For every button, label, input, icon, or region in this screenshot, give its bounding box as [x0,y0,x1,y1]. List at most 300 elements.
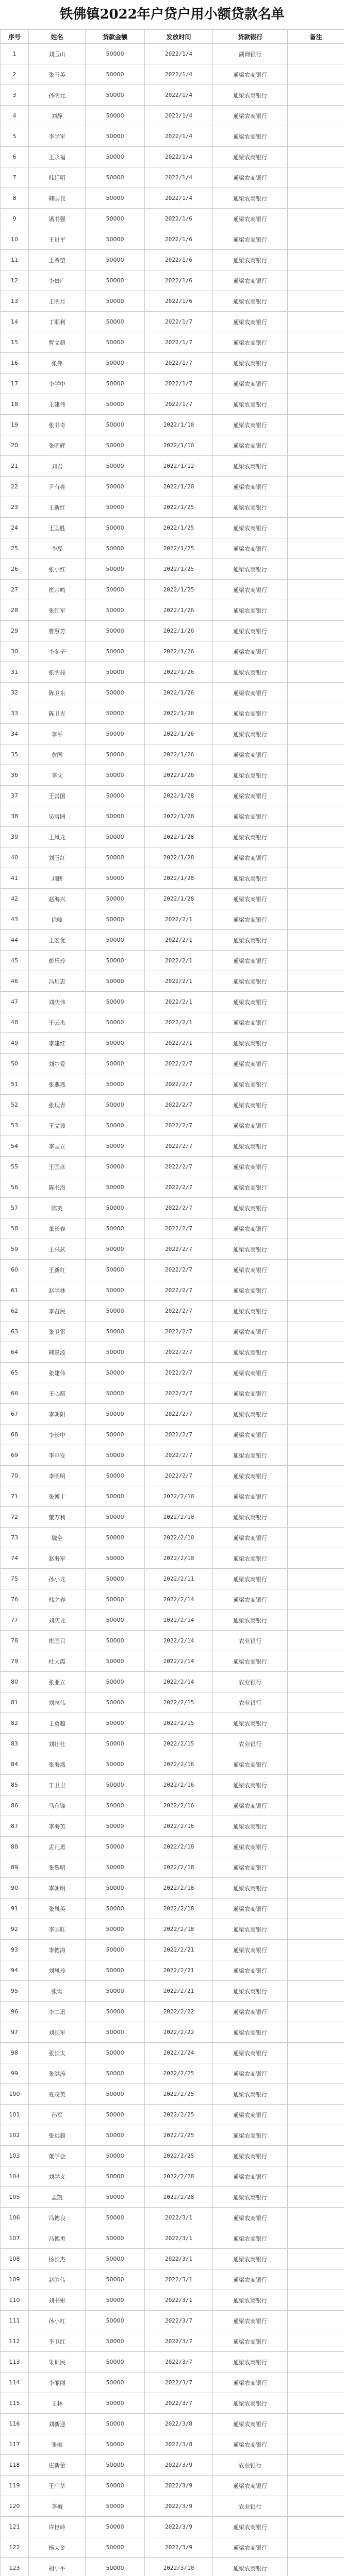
cell-date: 2022/1/28 [145,786,213,806]
cell-date: 2022/2/1 [145,909,213,930]
cell-date: 2022/2/7 [145,1466,213,1486]
cell-amount: 50000 [86,2063,145,2084]
cell-note [288,2517,344,2537]
cell-serial: 95 [1,1981,29,2002]
cell-name: 孙军 [29,2105,86,2125]
cell-date: 2022/2/14 [145,1651,213,1672]
cell-amount: 50000 [86,2331,145,2352]
cell-name: 尹有亮 [29,477,86,497]
cell-date: 2022/2/1 [145,992,213,1012]
cell-date: 2022/1/25 [145,538,213,559]
cell-name: 庄新蕾 [29,2455,86,2476]
cell-serial: 62 [1,1301,29,1321]
cell-name: 王国胜 [29,518,86,538]
cell-amount: 50000 [86,2517,145,2537]
cell-amount: 50000 [86,559,145,580]
cell-date: 2022/2/15 [145,1734,213,1754]
cell-bank: 通梁农商银行 [213,2249,288,2269]
cell-note [288,1363,344,1383]
cell-bank: 通梁农商银行 [213,1569,288,1589]
cell-note [288,2022,344,2043]
cell-amount: 50000 [86,1486,145,1507]
cell-serial: 4 [1,106,29,126]
cell-bank: 通梁农商银行 [213,765,288,786]
table-row [1,85,344,106]
cell-bank: 通梁农商银行 [213,538,288,559]
cell-bank: 通梁农商银行 [213,2517,288,2537]
cell-name: 王明月 [29,291,86,312]
cell-bank: 通梁农商银行 [213,1610,288,1631]
cell-bank: 通梁农商银行 [213,848,288,868]
cell-name: 陈书海 [29,1177,86,1198]
cell-name: 刘书彬 [29,2290,86,2311]
table-row [1,1610,344,1631]
cell-serial: 5 [1,126,29,147]
cell-amount: 50000 [86,374,145,394]
cell-name: 胡小平 [29,2558,86,2576]
cell-note [288,1899,344,1919]
cell-note [288,1589,344,1610]
cell-amount: 50000 [86,951,145,971]
cell-bank: 通梁农商银行 [213,147,288,167]
cell-amount: 50000 [86,724,145,744]
cell-date: 2022/1/7 [145,353,213,374]
cell-amount: 50000 [86,2476,145,2496]
cell-serial: 78 [1,1631,29,1651]
cell-name: 赵海军 [29,1548,86,1569]
cell-serial: 46 [1,971,29,992]
cell-note [288,2105,344,2125]
cell-note [288,2146,344,2166]
cell-bank: 通梁农商银行 [213,64,288,85]
cell-note [288,827,344,848]
cell-note [288,497,344,518]
table-row [1,621,344,641]
cell-note [288,2249,344,2269]
cell-note [288,44,344,64]
table-row [1,1651,344,1672]
cell-bank: 通梁农商银行 [213,209,288,229]
cell-serial: 22 [1,477,29,497]
cell-amount: 50000 [86,765,145,786]
cell-name: 董长春 [29,1218,86,1239]
cell-serial: 54 [1,1136,29,1157]
cell-bank: 通梁农商银行 [213,106,288,126]
cell-serial: 120 [1,2496,29,2517]
cell-name: 杜大霞 [29,1651,86,1672]
cell-bank: 通梁农商银行 [213,497,288,518]
cell-date: 2022/2/25 [145,2105,213,2125]
cell-bank: 通梁农商银行 [213,1363,288,1383]
table-row [1,786,344,806]
cell-name: 陈卫光 [29,703,86,724]
cell-serial: 9 [1,209,29,229]
cell-amount: 50000 [86,147,145,167]
cell-bank: 通梁农商银行 [213,1548,288,1569]
cell-bank: 通梁农商银行 [213,1157,288,1177]
cell-bank: 通梁农商银行 [213,868,288,889]
cell-amount: 50000 [86,641,145,662]
table-row [1,2537,344,2558]
table-row [1,106,344,126]
cell-amount: 50000 [86,229,145,250]
cell-amount: 50000 [86,1445,145,1466]
cell-name: 张卫雷 [29,1321,86,1342]
cell-amount: 50000 [86,2166,145,2187]
cell-note [288,2166,344,2187]
cell-name: 崔宗鸣 [29,580,86,600]
cell-name: 李国旺 [29,1919,86,1940]
cell-name: 李二迅 [29,2002,86,2022]
cell-bank: 通梁农商银行 [213,2166,288,2187]
cell-serial: 107 [1,2228,29,2249]
cell-name: 孙小龙 [29,1569,86,1589]
cell-bank: 通梁农商银行 [213,291,288,312]
cell-note [288,1775,344,1795]
cell-date: 2022/2/7 [145,1404,213,1425]
cell-date: 2022/2/14 [145,1672,213,1692]
cell-name: 朱训民 [29,2352,86,2372]
cell-date: 2022/1/10 [145,435,213,456]
cell-serial: 51 [1,1074,29,1095]
cell-serial: 89 [1,1857,29,1878]
cell-date: 2022/2/1 [145,1033,213,1054]
cell-serial: 94 [1,1960,29,1981]
table-row [1,394,344,415]
cell-name: 孟凡勇 [29,1837,86,1857]
cell-note [288,2043,344,2063]
cell-date: 2022/2/16 [145,1816,213,1837]
cell-serial: 30 [1,641,29,662]
cell-date: 2022/2/28 [145,2187,213,2208]
cell-amount: 50000 [86,1466,145,1486]
cell-date: 2022/3/9 [145,2517,213,2537]
cell-bank: 通梁农商银行 [213,2208,288,2228]
cell-amount: 50000 [86,1919,145,1940]
cell-serial: 100 [1,2084,29,2105]
cell-bank: 通梁农商银行 [213,1486,288,1507]
cell-serial: 6 [1,147,29,167]
table-row [1,1033,344,1054]
cell-amount: 50000 [86,2393,145,2414]
cell-name: 曹文超 [29,332,86,353]
cell-note [288,1651,344,1672]
cell-name: 张小红 [29,559,86,580]
cell-serial: 66 [1,1383,29,1404]
table-row [1,1260,344,1280]
cell-note [288,167,344,188]
cell-date: 2022/1/28 [145,806,213,827]
cell-note [288,1981,344,2002]
table-row [1,250,344,270]
cell-date: 2022/2/18 [145,1878,213,1899]
table-row [1,1569,344,1589]
cell-note [288,1260,344,1280]
table-row [1,2290,344,2311]
cell-serial: 13 [1,291,29,312]
cell-note [288,1074,344,1095]
cell-amount: 50000 [86,1651,145,1672]
cell-serial: 115 [1,2393,29,2414]
cell-amount: 50000 [86,1795,145,1816]
cell-name: 彭乐玲 [29,951,86,971]
cell-name: 刘新迎 [29,2414,86,2434]
cell-name: 张建伟 [29,1363,86,1383]
cell-serial: 67 [1,1404,29,1425]
cell-note [288,744,344,765]
cell-date: 2022/2/7 [145,1301,213,1321]
cell-note [288,188,344,209]
table-row [1,662,344,683]
table-row [1,291,344,312]
cell-name: 刘鹏 [29,868,86,889]
table-row [1,1383,344,1404]
cell-bank: 通梁农商银行 [213,1589,288,1610]
cell-amount: 50000 [86,1940,145,1960]
cell-name: 王永福 [29,147,86,167]
cell-name: 孙小红 [29,2311,86,2331]
cell-name: 李丽丽 [29,2372,86,2393]
cell-amount: 50000 [86,1692,145,1713]
cell-serial: 35 [1,744,29,765]
cell-note [288,229,344,250]
cell-date: 2022/2/18 [145,1899,213,1919]
cell-amount: 50000 [86,2146,145,2166]
cell-amount: 50000 [86,332,145,353]
table-row [1,518,344,538]
cell-bank: 通梁农商银行 [213,2187,288,2208]
table-row [1,2393,344,2414]
cell-note [288,538,344,559]
cell-amount: 50000 [86,703,145,724]
cell-serial: 10 [1,229,29,250]
table-row [1,1734,344,1754]
cell-name: 张红军 [29,600,86,621]
cell-name: 王进平 [29,229,86,250]
cell-date: 2022/2/7 [145,1157,213,1177]
cell-date: 2022/1/7 [145,312,213,332]
cell-amount: 50000 [86,889,145,909]
cell-name: 赵海兴 [29,889,86,909]
cell-name: 冯德勇 [29,2228,86,2249]
cell-serial: 85 [1,1775,29,1795]
cell-name: 王心愿 [29,1383,86,1404]
table-row [1,1012,344,1033]
cell-date: 2022/1/28 [145,868,213,889]
table-row [1,2414,344,2434]
cell-amount: 50000 [86,518,145,538]
cell-amount: 50000 [86,1054,145,1074]
cell-bank: 通梁农商银行 [213,2476,288,2496]
cell-note [288,1960,344,1981]
cell-serial: 79 [1,1651,29,1672]
cell-amount: 50000 [86,1260,145,1280]
cell-amount: 50000 [86,971,145,992]
table-row [1,1589,344,1610]
cell-note [288,1672,344,1692]
table-row [1,2352,344,2372]
table-row [1,868,344,889]
cell-note [288,683,344,703]
cell-date: 2022/2/7 [145,1280,213,1301]
cell-amount: 50000 [86,683,145,703]
cell-bank: 通梁农商银行 [213,1198,288,1218]
cell-amount: 50000 [86,1569,145,1589]
table-row [1,477,344,497]
cell-date: 2022/3/1 [145,2249,213,2269]
cell-bank: 通梁农商银行 [213,229,288,250]
table-row [1,435,344,456]
cell-bank: 通梁农商银行 [213,2372,288,2393]
cell-amount: 50000 [86,1280,145,1301]
cell-name: 董万利 [29,1507,86,1528]
cell-name: 王勇超 [29,1713,86,1734]
cell-bank: 通梁农商银行 [213,683,288,703]
cell-bank: 通梁农商银行 [213,1321,288,1342]
cell-serial: 83 [1,1734,29,1754]
cell-date: 2022/2/15 [145,1713,213,1734]
table-row [1,353,344,374]
cell-name: 李申发 [29,1445,86,1466]
cell-name: 刘凤珍 [29,1960,86,1981]
cell-bank: 通梁农商银行 [213,167,288,188]
cell-bank: 通梁农商银行 [213,2125,288,2146]
cell-bank: 通梁农商银行 [213,2558,288,2576]
cell-amount: 50000 [86,1878,145,1899]
cell-bank: 通梁农商银行 [213,1383,288,1404]
cell-bank: 通梁农商银行 [213,456,288,477]
cell-serial: 50 [1,1054,29,1074]
table-row [1,1115,344,1136]
cell-bank: 湖商银行 [213,44,288,64]
cell-amount: 50000 [86,2208,145,2228]
table-row [1,2208,344,2228]
cell-date: 2022/1/4 [145,188,213,209]
cell-note [288,868,344,889]
table-row [1,1054,344,1074]
cell-date: 2022/2/7 [145,1445,213,1466]
table-row [1,724,344,744]
cell-date: 2022/1/26 [145,724,213,744]
cell-date: 2022/2/18 [145,1919,213,1940]
cell-amount: 50000 [86,1321,145,1342]
cell-note [288,1837,344,1857]
cell-name: 张亚立 [29,1672,86,1692]
cell-date: 2022/2/14 [145,1589,213,1610]
cell-amount: 50000 [86,1198,145,1218]
cell-note [288,1940,344,1960]
cell-date: 2022/2/10 [145,1507,213,1528]
cell-note [288,2208,344,2228]
cell-amount: 50000 [86,1033,145,1054]
cell-name: 张丽 [29,2434,86,2455]
cell-amount: 50000 [86,621,145,641]
cell-amount: 50000 [86,2022,145,2043]
cell-bank: 通梁农商银行 [213,1095,288,1115]
cell-name: 王善国 [29,786,86,806]
cell-serial: 75 [1,1569,29,1589]
table-row [1,2002,344,2022]
cell-serial: 14 [1,312,29,332]
cell-note [288,703,344,724]
cell-date: 2022/3/8 [145,2414,213,2434]
cell-serial: 34 [1,724,29,744]
cell-serial: 65 [1,1363,29,1383]
cell-amount: 50000 [86,188,145,209]
cell-serial: 36 [1,765,29,786]
cell-date: 2022/2/7 [145,1321,213,1342]
table-row [1,188,344,209]
cell-note [288,147,344,167]
cell-name: 李建红 [29,1033,86,1054]
header-name: 姓名 [29,30,86,44]
cell-bank: 通梁农商银行 [213,2393,288,2414]
cell-bank: 通梁农商银行 [213,1960,288,1981]
cell-name: 韩景波 [29,1342,86,1363]
cell-amount: 50000 [86,2496,145,2517]
cell-note [288,786,344,806]
cell-note [288,559,344,580]
cell-name: 张玉英 [29,64,86,85]
cell-amount: 50000 [86,312,145,332]
cell-note [288,2002,344,2022]
cell-date: 2022/2/21 [145,1940,213,1960]
table-row [1,1631,344,1651]
cell-date: 2022/1/25 [145,559,213,580]
cell-amount: 50000 [86,85,145,106]
cell-note [288,662,344,683]
cell-note [288,2455,344,2476]
cell-note [288,2352,344,2372]
cell-note [288,85,344,106]
cell-date: 2022/2/10 [145,1486,213,1507]
cell-amount: 50000 [86,662,145,683]
cell-serial: 93 [1,1940,29,1960]
cell-amount: 50000 [86,1631,145,1651]
table-row [1,2125,344,2146]
cell-amount: 50000 [86,2434,145,2455]
cell-serial: 47 [1,992,29,1012]
table-row [1,909,344,930]
cell-note [288,1631,344,1651]
cell-amount: 50000 [86,1754,145,1775]
table-row [1,1816,344,1837]
cell-amount: 50000 [86,1404,145,1425]
cell-amount: 50000 [86,435,145,456]
cell-serial: 101 [1,2105,29,2125]
cell-name: 魏全 [29,1528,86,1548]
cell-amount: 50000 [86,1301,145,1321]
cell-amount: 50000 [86,848,145,868]
cell-date: 2022/2/7 [145,1054,213,1074]
cell-date: 2022/1/25 [145,497,213,518]
table-row [1,167,344,188]
loan-list-table [0,29,344,2576]
cell-note [288,2084,344,2105]
cell-name: 张伟 [29,353,86,374]
cell-name: 李长中 [29,1425,86,1445]
cell-note [288,1569,344,1589]
cell-amount: 50000 [86,2249,145,2269]
cell-note [288,1177,344,1198]
table-row [1,1425,344,1445]
cell-note [288,1713,344,1734]
cell-name: 李朝阳 [29,1404,86,1425]
cell-note [288,806,344,827]
table-row [1,1301,344,1321]
cell-name: 刘玉山 [29,44,86,64]
cell-amount: 50000 [86,1218,145,1239]
